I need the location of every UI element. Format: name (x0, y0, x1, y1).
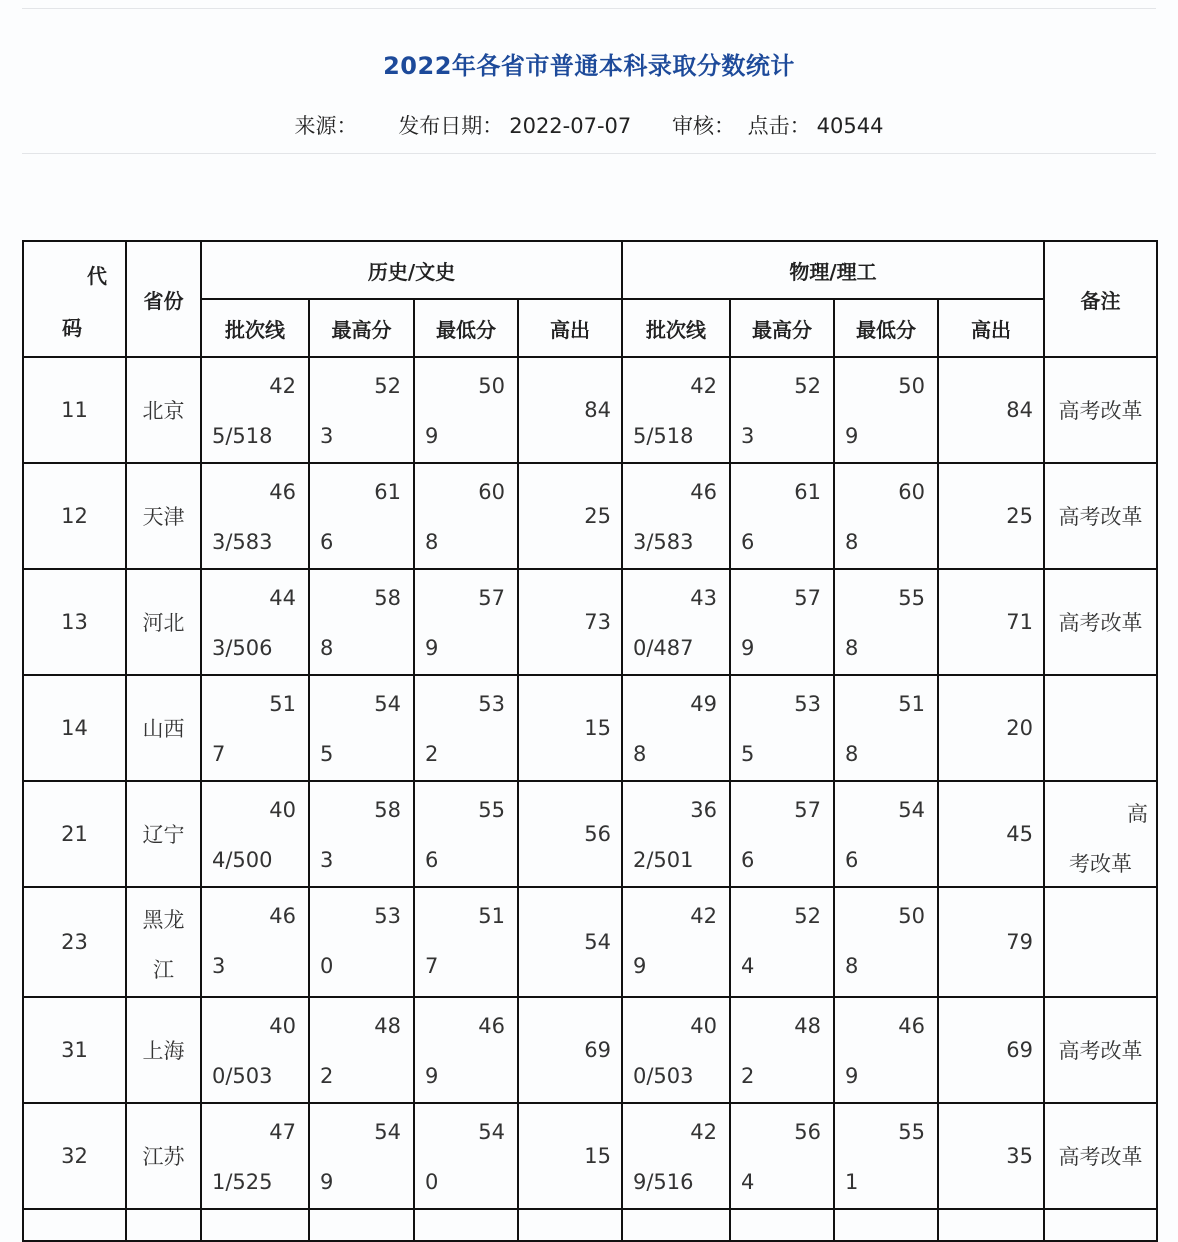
header-sub-label: 高出 (971, 317, 1011, 342)
header-code (22, 240, 127, 358)
row-hist-batch-line2: 1/525 (212, 1170, 273, 1194)
row-hist-above (517, 996, 623, 1104)
row-hist-max-line1: 58 (374, 586, 401, 610)
row-province-line1: 黑龙 (142, 908, 185, 932)
row-phys-batch-line2: 0/503 (633, 1064, 694, 1088)
row-phys-above (937, 674, 1045, 782)
row-hist-min (413, 1102, 519, 1210)
row-code-value: 12 (61, 504, 88, 528)
row-hist-min-line1: 54 (478, 1120, 505, 1144)
header-phys-sub-2 (833, 298, 939, 358)
row-phys-batch-line1: 40 (690, 1014, 717, 1038)
row-phys-max-line1: 57 (794, 586, 821, 610)
row-hist-batch-line1: 47 (269, 1120, 296, 1144)
row-phys-max (729, 462, 835, 570)
row-code-value: 31 (61, 1038, 88, 1062)
row-hist-batch-line2: 3/506 (212, 636, 273, 660)
row-phys-max-line2: 4 (741, 1170, 755, 1194)
row-phys-min (833, 780, 939, 888)
row-code (22, 568, 127, 676)
row-hist-batch (200, 462, 310, 570)
row-phys-max (729, 886, 835, 998)
row-phys-min-line1: 54 (898, 798, 925, 822)
row-partial (729, 1208, 835, 1242)
row-phys-above (937, 462, 1045, 570)
row-hist-max-line1: 54 (374, 692, 401, 716)
row-hist-max (308, 568, 415, 676)
row-phys-min (833, 356, 939, 464)
row-province (125, 462, 202, 570)
row-province (125, 780, 202, 888)
row-phys-batch-line2: 0/487 (633, 636, 694, 660)
row-hist-batch-line2: 0/503 (212, 1064, 273, 1088)
row-hist-batch-line2: 4/500 (212, 848, 273, 872)
header-phys-sub-1 (729, 298, 835, 358)
article-meta (0, 110, 1178, 140)
row-province (125, 568, 202, 676)
row-code (22, 1102, 127, 1210)
row-code-value: 13 (61, 610, 88, 634)
header-history-label: 历史/文史 (367, 259, 456, 284)
row-phys-min-line1: 51 (898, 692, 925, 716)
row-hist-above-value: 54 (584, 930, 611, 954)
row-remark-value: 高考改革 (1058, 611, 1143, 635)
row-phys-above (937, 568, 1045, 676)
row-phys-min-line2: 1 (845, 1170, 859, 1194)
row-phys-batch-line1: 49 (690, 692, 717, 716)
row-hist-min-line1: 55 (478, 798, 505, 822)
header-hist-sub-2 (413, 298, 519, 358)
row-phys-min-line2: 9 (845, 1064, 859, 1088)
row-hist-max-line2: 6 (320, 530, 334, 554)
row-hist-max (308, 462, 415, 570)
row-hist-batch-line2: 7 (212, 742, 226, 766)
row-hist-batch (200, 780, 310, 888)
row-hist-batch (200, 568, 310, 676)
row-hist-above (517, 780, 623, 888)
row-hist-max-line1: 58 (374, 798, 401, 822)
header-remark-label: 备注 (1080, 288, 1121, 313)
review-label: 审核： (671, 114, 735, 138)
header-sub-label: 批次线 (646, 317, 706, 342)
row-phys-min-line1: 50 (898, 374, 925, 398)
header-hist-sub-0 (200, 298, 310, 358)
clicks-value: 40544 (816, 114, 884, 138)
row-hist-batch (200, 1102, 310, 1210)
row-phys-max (729, 356, 835, 464)
header-province (125, 240, 202, 358)
row-province (125, 356, 202, 464)
row-code (22, 356, 127, 464)
row-phys-batch (621, 886, 731, 998)
row-code-value: 11 (61, 398, 88, 422)
row-hist-above (517, 886, 623, 998)
row-phys-min-line2: 8 (845, 742, 859, 766)
row-hist-min (413, 886, 519, 998)
row-remark-value: 高考改革 (1058, 399, 1143, 423)
row-hist-batch-line1: 46 (269, 480, 296, 504)
row-code-value: 23 (61, 930, 88, 954)
row-phys-max-line1: 48 (794, 1014, 821, 1038)
row-hist-max-line2: 0 (320, 954, 334, 978)
header-code-line1: 代 (87, 264, 107, 288)
row-phys-min (833, 996, 939, 1104)
row-phys-max-line2: 4 (741, 954, 755, 978)
row-phys-max-line1: 53 (794, 692, 821, 716)
row-code (22, 996, 127, 1104)
row-phys-max-line1: 56 (794, 1120, 821, 1144)
header-history-group (200, 240, 623, 300)
row-partial (937, 1208, 1045, 1242)
row-hist-max-line2: 9 (320, 1170, 334, 1194)
row-phys-batch (621, 674, 731, 782)
row-partial (200, 1208, 310, 1242)
row-province (125, 1102, 202, 1210)
row-hist-max (308, 356, 415, 464)
row-hist-max (308, 1102, 415, 1210)
row-partial (833, 1208, 939, 1242)
row-hist-min (413, 462, 519, 570)
row-code-value: 32 (61, 1144, 88, 1168)
row-hist-batch-line1: 42 (269, 374, 296, 398)
row-hist-batch (200, 886, 310, 998)
meta-divider (22, 153, 1156, 154)
row-phys-max (729, 568, 835, 676)
row-remark (1043, 568, 1158, 676)
row-hist-min-line2: 8 (425, 530, 439, 554)
row-province (125, 674, 202, 782)
row-partial (308, 1208, 415, 1242)
row-phys-batch (621, 356, 731, 464)
row-remark-value: 高考改革 (1058, 505, 1143, 529)
row-hist-batch (200, 996, 310, 1104)
row-phys-above (937, 996, 1045, 1104)
row-phys-max-line1: 52 (794, 374, 821, 398)
header-sub-label: 最高分 (752, 317, 812, 342)
row-hist-above (517, 462, 623, 570)
row-remark-line2: 考改革 (1069, 852, 1132, 876)
row-hist-above-value: 15 (584, 1144, 611, 1168)
row-phys-min-line1: 50 (898, 904, 925, 928)
row-phys-max-line2: 6 (741, 848, 755, 872)
row-hist-min (413, 568, 519, 676)
row-phys-min (833, 568, 939, 676)
row-phys-above (937, 1102, 1045, 1210)
row-phys-batch (621, 1102, 731, 1210)
row-hist-max (308, 674, 415, 782)
row-phys-min-line2: 6 (845, 848, 859, 872)
row-hist-above (517, 674, 623, 782)
row-phys-min-line1: 55 (898, 586, 925, 610)
row-hist-batch-line2: 3/583 (212, 530, 273, 554)
row-phys-batch (621, 780, 731, 888)
row-phys-batch-line1: 42 (690, 904, 717, 928)
row-phys-max-line2: 2 (741, 1064, 755, 1088)
header-sub-label: 最高分 (331, 317, 392, 342)
row-phys-batch-line2: 8 (633, 742, 647, 766)
row-hist-max-line1: 48 (374, 1014, 401, 1038)
date-value: 2022-07-07 (509, 114, 632, 138)
row-phys-batch-line1: 42 (690, 1120, 717, 1144)
row-province (125, 996, 202, 1104)
row-hist-max-line2: 5 (320, 742, 334, 766)
row-phys-min-line2: 8 (845, 954, 859, 978)
row-province-value: 天津 (142, 505, 185, 529)
row-phys-above (937, 780, 1045, 888)
row-province-value: 北京 (142, 399, 185, 423)
row-phys-batch-line2: 3/583 (633, 530, 694, 554)
row-phys-min-line2: 8 (845, 636, 859, 660)
row-remark (1043, 886, 1158, 998)
row-hist-above (517, 356, 623, 464)
row-hist-max-line1: 61 (374, 480, 401, 504)
row-phys-max-line2: 9 (741, 636, 755, 660)
row-hist-batch-line2: 5/518 (212, 424, 273, 448)
row-hist-batch (200, 674, 310, 782)
row-hist-above-value: 25 (584, 504, 611, 528)
row-hist-min-line2: 9 (425, 424, 439, 448)
row-hist-above-value: 69 (584, 1038, 611, 1062)
row-phys-min (833, 674, 939, 782)
row-hist-batch-line1: 46 (269, 904, 296, 928)
row-phys-max-line1: 57 (794, 798, 821, 822)
row-hist-above-value: 56 (584, 822, 611, 846)
row-phys-max (729, 674, 835, 782)
row-phys-max (729, 996, 835, 1104)
row-partial (413, 1208, 519, 1242)
row-hist-above-value: 15 (584, 716, 611, 740)
row-code (22, 462, 127, 570)
header-sub-label: 最低分 (856, 317, 916, 342)
row-hist-min (413, 356, 519, 464)
row-hist-min (413, 996, 519, 1104)
row-province-value: 辽宁 (142, 823, 185, 847)
header-remark (1043, 240, 1158, 358)
row-hist-min (413, 780, 519, 888)
row-province-value: 上海 (142, 1039, 185, 1063)
row-hist-max-line2: 8 (320, 636, 334, 660)
row-phys-max-line2: 5 (741, 742, 755, 766)
header-hist-sub-3 (517, 298, 623, 358)
row-phys-min-line1: 46 (898, 1014, 925, 1038)
row-phys-max-line2: 3 (741, 424, 755, 448)
row-phys-batch (621, 996, 731, 1104)
row-phys-above-value: 45 (1006, 822, 1033, 846)
row-province-value: 江苏 (142, 1145, 185, 1169)
row-remark-value: 高考改革 (1058, 1145, 1143, 1169)
row-hist-batch-line1: 40 (269, 798, 296, 822)
row-hist-max-line2: 3 (320, 848, 334, 872)
row-province-line2: 江 (153, 958, 174, 982)
date-label: 发布日期： (398, 114, 504, 138)
row-phys-max-line1: 61 (794, 480, 821, 504)
row-phys-min (833, 462, 939, 570)
row-phys-batch-line2: 9 (633, 954, 647, 978)
row-hist-max (308, 886, 415, 998)
row-phys-above (937, 356, 1045, 464)
row-hist-max-line1: 52 (374, 374, 401, 398)
row-phys-above-value: 25 (1006, 504, 1033, 528)
row-remark (1043, 780, 1158, 888)
row-hist-batch-line1: 40 (269, 1014, 296, 1038)
row-hist-max (308, 996, 415, 1104)
row-province-value: 山西 (142, 717, 185, 741)
row-phys-min (833, 886, 939, 998)
row-hist-min-line2: 9 (425, 636, 439, 660)
row-hist-min-line1: 60 (478, 480, 505, 504)
row-hist-above (517, 1102, 623, 1210)
row-hist-min-line1: 57 (478, 586, 505, 610)
row-phys-batch-line1: 43 (690, 586, 717, 610)
row-phys-above-value: 71 (1006, 610, 1033, 634)
row-province-value: 河北 (142, 611, 185, 635)
top-divider (22, 8, 1156, 9)
header-phys-sub-0 (621, 298, 731, 358)
row-phys-max-line1: 52 (794, 904, 821, 928)
row-phys-above-value: 79 (1006, 930, 1033, 954)
row-phys-batch (621, 462, 731, 570)
row-partial (621, 1208, 731, 1242)
row-remark-value: 高考改革 (1058, 1039, 1143, 1063)
row-hist-batch-line1: 44 (269, 586, 296, 610)
row-hist-max-line2: 2 (320, 1064, 334, 1088)
row-hist-min-line1: 53 (478, 692, 505, 716)
header-sub-label: 高出 (550, 317, 590, 342)
row-hist-min-line1: 50 (478, 374, 505, 398)
row-phys-above-value: 20 (1006, 716, 1033, 740)
row-code (22, 674, 127, 782)
header-sub-label: 批次线 (225, 317, 285, 342)
row-phys-batch-line1: 42 (690, 374, 717, 398)
row-hist-above (517, 568, 623, 676)
row-phys-max-line2: 6 (741, 530, 755, 554)
row-partial (517, 1208, 623, 1242)
row-hist-above-value: 84 (584, 398, 611, 422)
row-phys-batch-line1: 36 (690, 798, 717, 822)
row-code-value: 21 (61, 822, 88, 846)
header-phys-sub-3 (937, 298, 1045, 358)
row-remark-line1: 高 (1127, 802, 1148, 826)
row-phys-batch-line2: 2/501 (633, 848, 694, 872)
row-phys-above-value: 35 (1006, 1144, 1033, 1168)
row-phys-min-line2: 8 (845, 530, 859, 554)
row-phys-above-value: 84 (1006, 398, 1033, 422)
header-sub-label: 最低分 (436, 317, 496, 342)
row-remark (1043, 1102, 1158, 1210)
header-hist-sub-1 (308, 298, 415, 358)
row-phys-above-value: 69 (1006, 1038, 1033, 1062)
row-code (22, 780, 127, 888)
row-phys-batch-line2: 9/516 (633, 1170, 694, 1194)
row-code (22, 886, 127, 998)
row-phys-batch (621, 568, 731, 676)
row-hist-batch (200, 356, 310, 464)
row-phys-min-line1: 55 (898, 1120, 925, 1144)
row-hist-min-line2: 2 (425, 742, 439, 766)
row-hist-min-line2: 0 (425, 1170, 439, 1194)
row-remark (1043, 996, 1158, 1104)
row-hist-max-line2: 3 (320, 424, 334, 448)
header-province-label: 省份 (143, 288, 184, 313)
row-hist-min-line2: 6 (425, 848, 439, 872)
row-partial (125, 1208, 202, 1242)
row-province (125, 886, 202, 998)
row-remark (1043, 462, 1158, 570)
row-phys-max (729, 780, 835, 888)
header-physics-label: 物理/理工 (789, 259, 877, 284)
row-remark (1043, 356, 1158, 464)
row-hist-max-line1: 53 (374, 904, 401, 928)
row-hist-above-value: 73 (584, 610, 611, 634)
row-hist-batch-line2: 3 (212, 954, 226, 978)
row-hist-min-line1: 51 (478, 904, 505, 928)
clicks-label: 点击： (747, 114, 811, 138)
article-title: 2022年各省市普通本科录取分数统计 (383, 52, 795, 80)
row-hist-max (308, 780, 415, 888)
source-label: 来源： (294, 114, 358, 138)
row-phys-max (729, 1102, 835, 1210)
row-phys-batch-line2: 5/518 (633, 424, 694, 448)
row-phys-min (833, 1102, 939, 1210)
header-physics-group (621, 240, 1045, 300)
header-code-line2: 码 (62, 316, 82, 340)
row-phys-min-line2: 9 (845, 424, 859, 448)
row-phys-batch-line1: 46 (690, 480, 717, 504)
row-partial (22, 1208, 127, 1242)
row-hist-max-line1: 54 (374, 1120, 401, 1144)
row-phys-min-line1: 60 (898, 480, 925, 504)
row-code-value: 14 (61, 716, 88, 740)
row-hist-min-line1: 46 (478, 1014, 505, 1038)
row-hist-min (413, 674, 519, 782)
row-remark (1043, 674, 1158, 782)
row-phys-above (937, 886, 1045, 998)
row-hist-min-line2: 9 (425, 1064, 439, 1088)
row-partial (1043, 1208, 1158, 1242)
row-hist-min-line2: 7 (425, 954, 439, 978)
row-hist-batch-line1: 51 (269, 692, 296, 716)
